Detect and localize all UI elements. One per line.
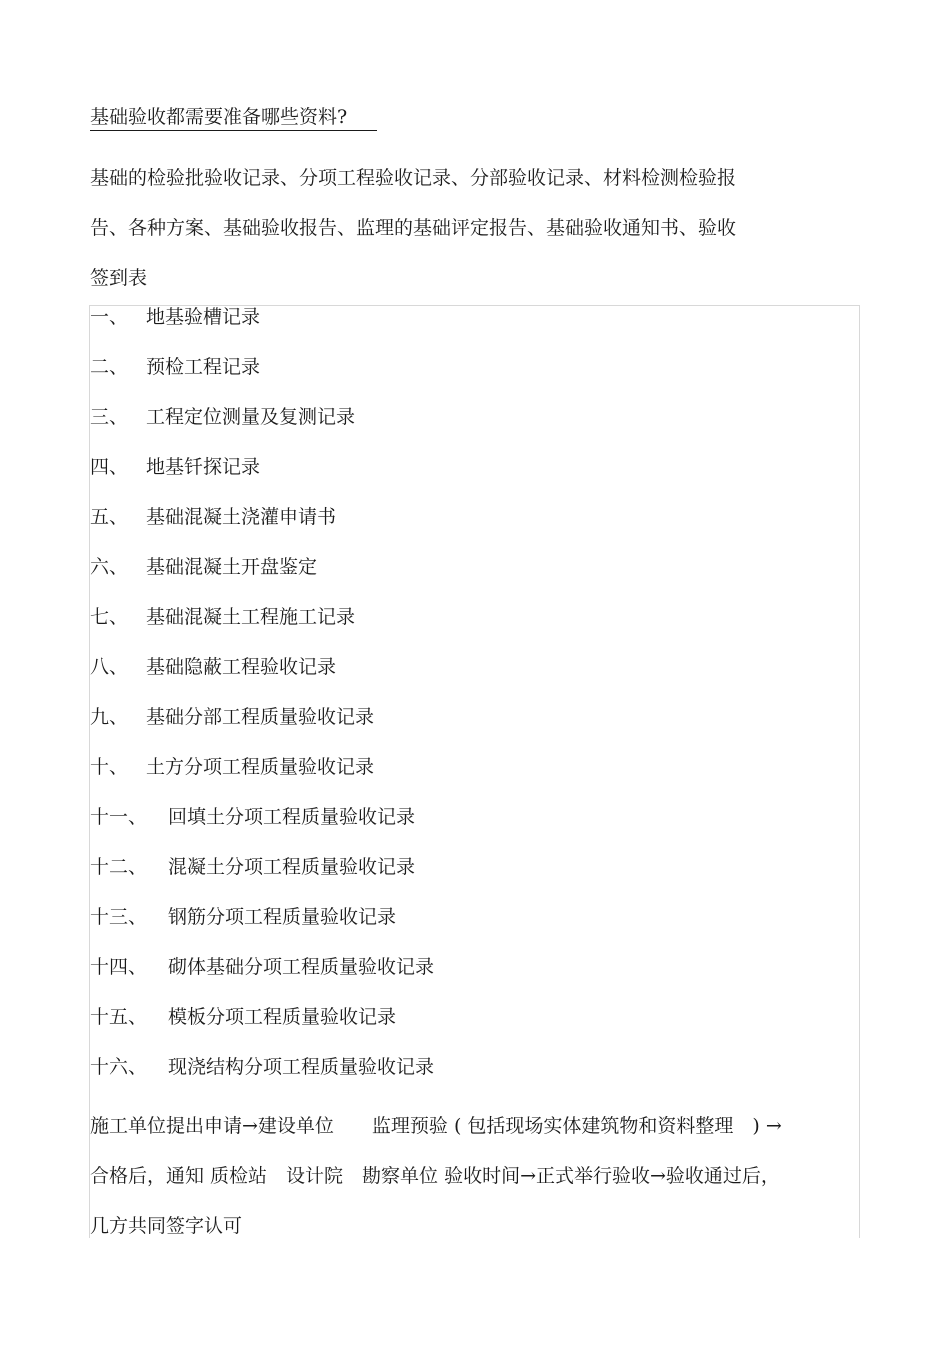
item-text: 钢筋分项工程质量验收记录 <box>168 906 397 928</box>
intro-line: 签到表 <box>90 267 148 289</box>
list-item <box>90 453 434 503</box>
item-text: 土方分项工程质量验收记录 <box>146 756 375 778</box>
list-item <box>90 503 434 553</box>
list-item <box>90 703 434 753</box>
item-number: 十、 <box>90 756 129 778</box>
list-item <box>90 753 434 803</box>
item-text: 基础混凝土工程施工记录 <box>146 606 356 628</box>
item-number: 十五、 <box>90 1006 148 1028</box>
list-item <box>90 1053 434 1103</box>
item-text: 基础隐蔽工程验收记录 <box>146 656 337 678</box>
item-text: 混凝土分项工程质量验收记录 <box>168 856 416 878</box>
list-item <box>90 853 434 903</box>
item-text: 地基钎探记录 <box>146 456 261 478</box>
item-number: 八、 <box>90 656 129 678</box>
list-item <box>90 403 434 453</box>
item-number: 九、 <box>90 706 129 728</box>
item-number: 十二、 <box>90 856 148 878</box>
item-text: 基础混凝土开盘鉴定 <box>146 556 318 578</box>
intro-line: 基础的检验批验收记录、分项工程验收记录、分部验收记录、材料检测检验报 <box>90 167 737 189</box>
list-item <box>90 303 434 353</box>
list-item <box>90 353 434 403</box>
item-text: 地基验槽记录 <box>146 306 261 328</box>
item-number: 十六、 <box>90 1056 148 1078</box>
item-number: 七、 <box>90 606 129 628</box>
item-number: 十四、 <box>90 956 148 978</box>
item-text: 现浇结构分项工程质量验收记录 <box>168 1056 435 1078</box>
list-item <box>90 953 434 1003</box>
list-item <box>90 803 434 853</box>
item-text: 基础分部工程质量验收记录 <box>146 706 375 728</box>
item-number: 三、 <box>90 406 129 428</box>
list-item <box>90 653 434 703</box>
intro-line: 告、各种方案、基础验收报告、监理的基础评定报告、基础验收通知书、验收 <box>90 217 737 239</box>
list-item <box>90 903 434 953</box>
item-number: 五、 <box>90 506 129 528</box>
procedure-line: 几方共同签字认可 <box>90 1215 243 1237</box>
procedure-line: 合格后，通知 质检站 设计院 勘察单位 验收时间→正式举行验收→验收通过后， <box>90 1165 780 1187</box>
item-text: 预检工程记录 <box>146 356 261 378</box>
list-item <box>90 1003 434 1053</box>
item-text: 回填土分项工程质量验收记录 <box>168 806 416 828</box>
item-text: 工程定位测量及复测记录 <box>146 406 356 428</box>
item-number: 四、 <box>90 456 129 478</box>
procedure-paragraph <box>90 1101 860 1251</box>
item-number: 十三、 <box>90 906 148 928</box>
record-list <box>90 303 434 1103</box>
item-text: 模板分项工程质量验收记录 <box>168 1006 397 1028</box>
procedure-line: 施工单位提出申请→建设单位 监理预验 ( 包括现场实体建筑物和资料整理 ) → <box>90 1115 782 1137</box>
item-text: 基础混凝土浇灌申请书 <box>146 506 337 528</box>
intro-paragraph <box>90 153 810 303</box>
item-number: 二、 <box>90 356 129 378</box>
item-number: 六、 <box>90 556 129 578</box>
list-item <box>90 553 434 603</box>
item-text: 砌体基础分项工程质量验收记录 <box>168 956 435 978</box>
list-item <box>90 603 434 653</box>
item-number: 一、 <box>90 306 129 328</box>
document-title: 基础验收都需要准备哪些资料? <box>90 104 377 131</box>
item-number: 十一、 <box>90 806 148 828</box>
